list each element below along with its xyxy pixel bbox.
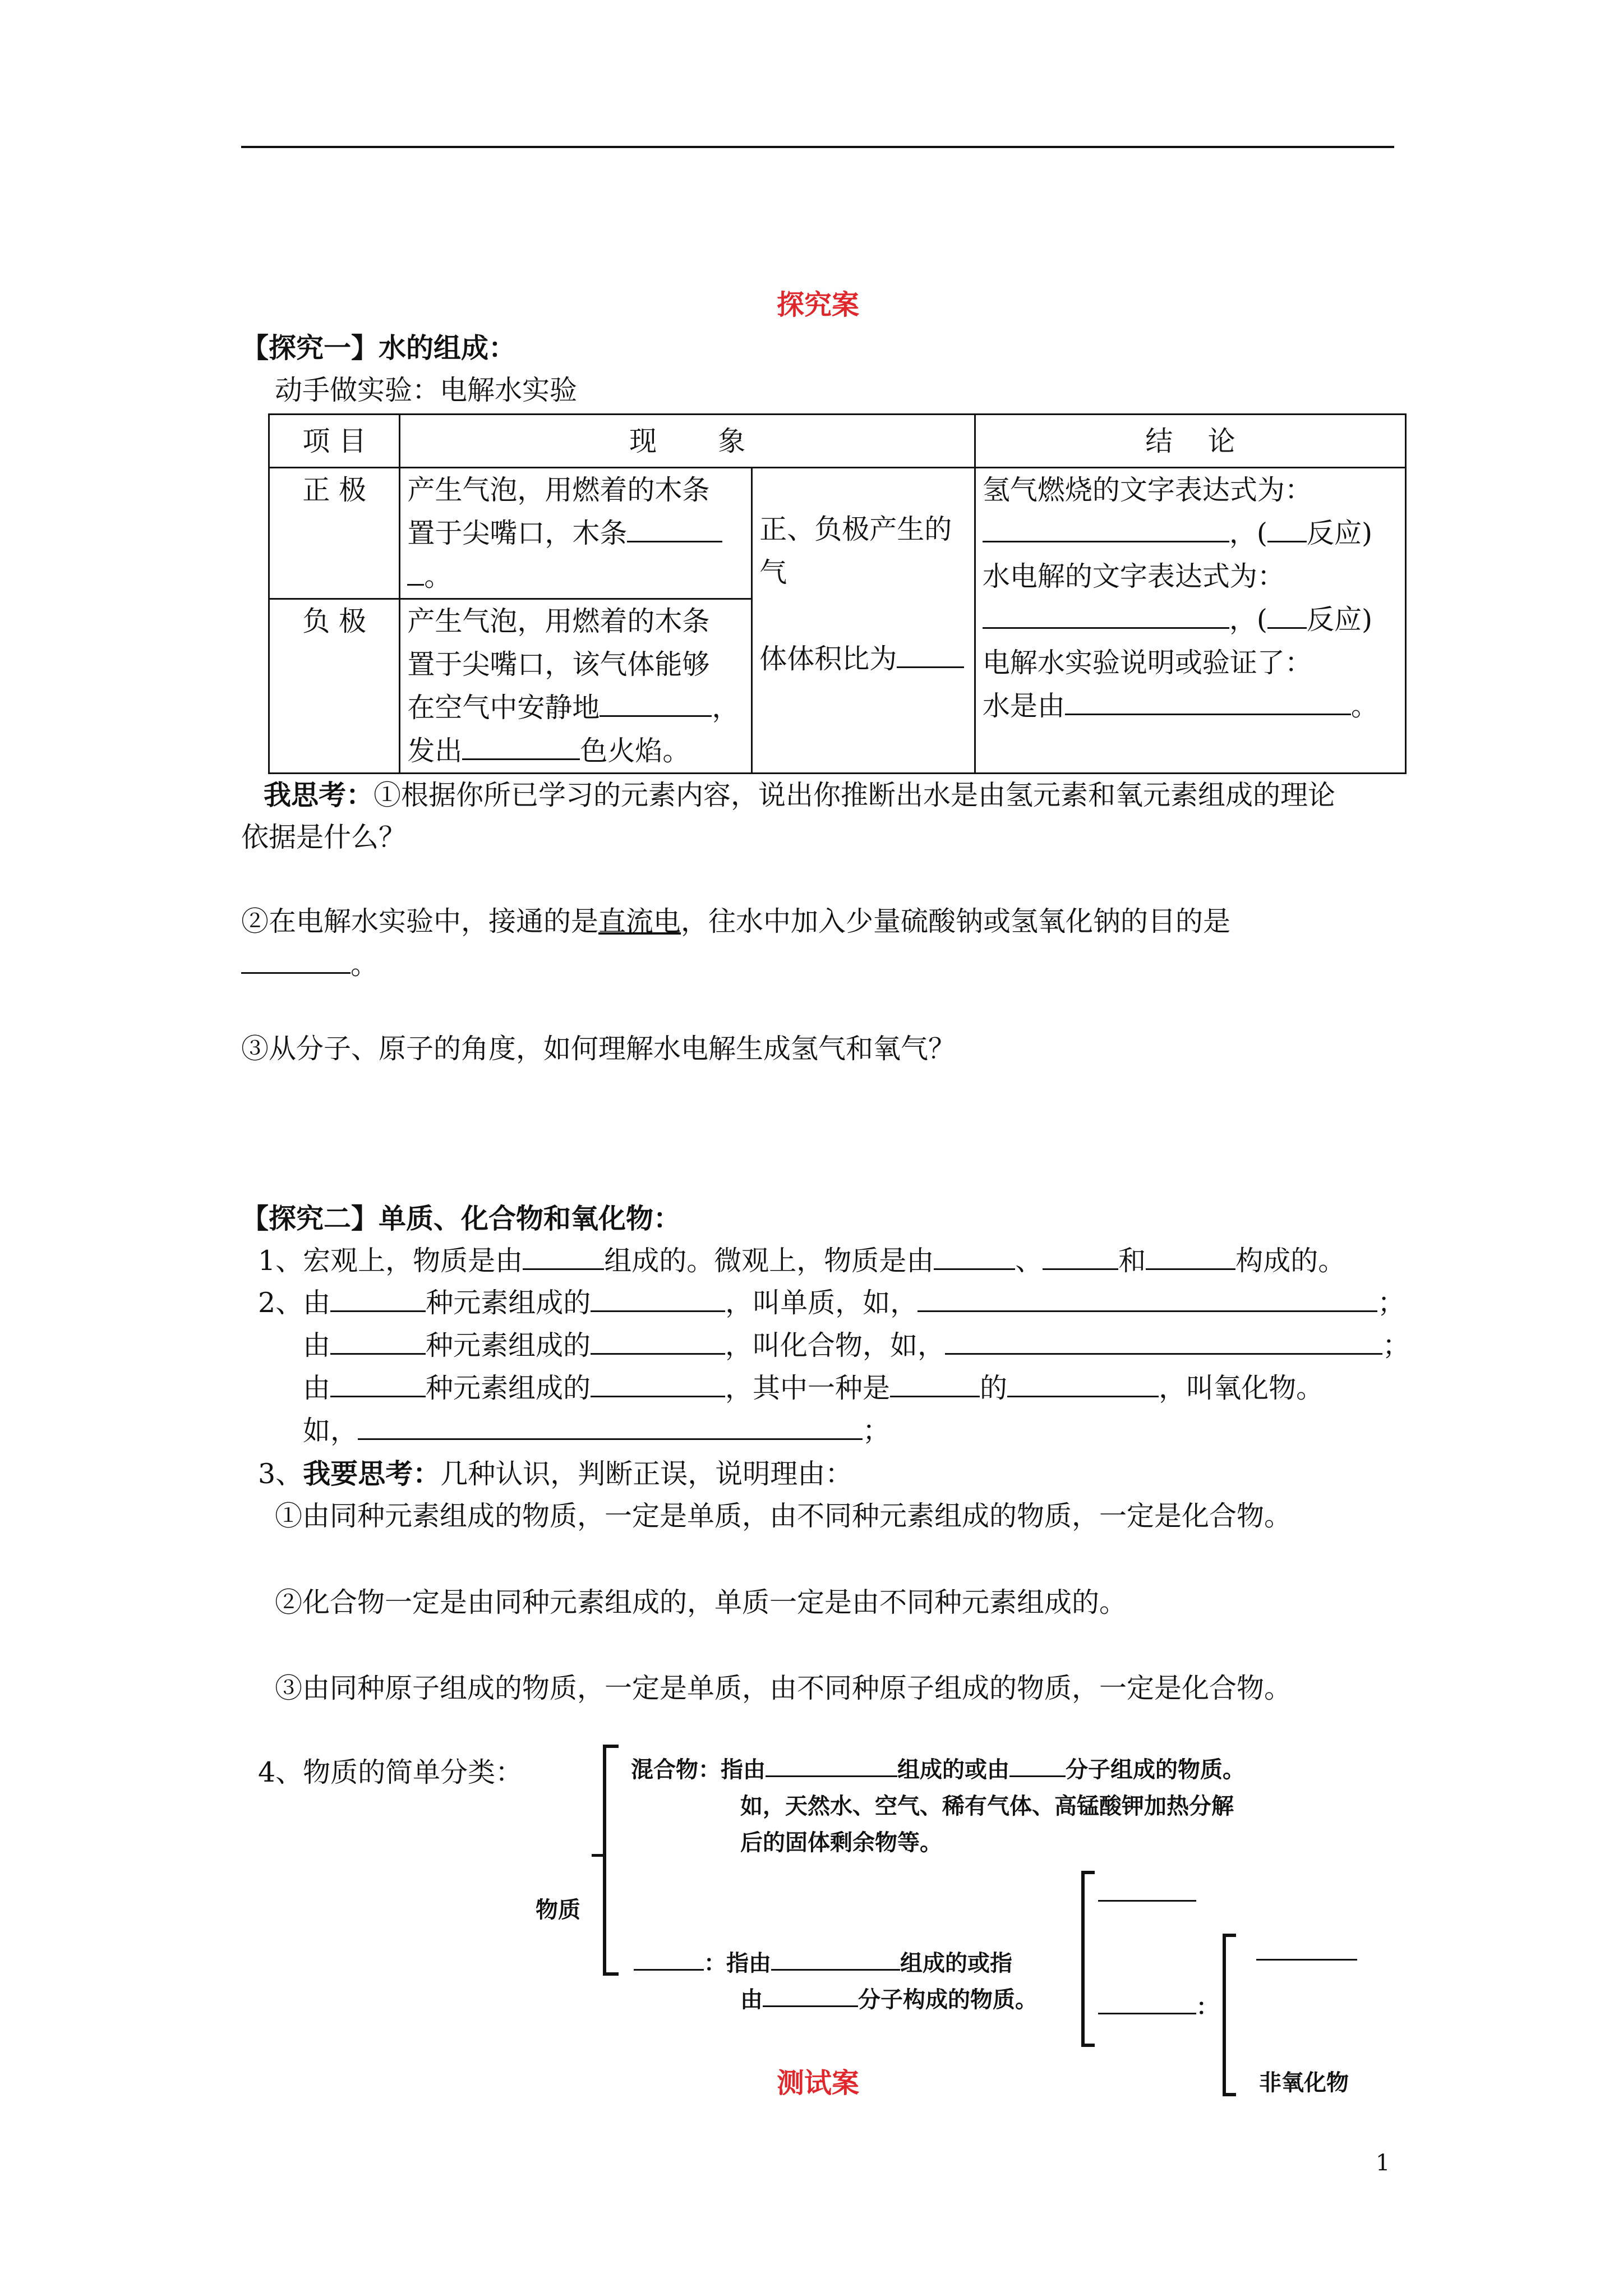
row-negative-label: 负 极 bbox=[269, 599, 400, 774]
s2-line5: 如， ； bbox=[303, 1415, 891, 1447]
row-positive-phenomenon: 产生气泡，用燃着的木条 置于尖嘴口，木条 。 bbox=[400, 468, 752, 599]
classification-label: 4、物质的简单分类： bbox=[258, 1756, 523, 1788]
test-title: 测试案 bbox=[777, 2067, 860, 2099]
page-title: 探究案 bbox=[777, 288, 860, 321]
judgement-2: ②化合物一定是由同种元素组成的，单质一定是由不同种元素组成的。 bbox=[275, 1586, 1127, 1618]
s2-think-heading: 3、我要思考：几种认识，判断正误，说明理由： bbox=[258, 1457, 853, 1490]
matter-brace-tick bbox=[592, 1854, 604, 1857]
compound-brace bbox=[1223, 1934, 1236, 2096]
electrolysis-table bbox=[268, 413, 1407, 774]
mixture-line1: 混合物：指由 组成的或由 分子组成的物质。 bbox=[631, 1753, 1245, 1787]
simple-substance-blank bbox=[1098, 1900, 1196, 1902]
oxide-blank bbox=[1256, 1959, 1357, 1961]
header-conclusion: 结 论 bbox=[975, 415, 1405, 468]
pure-line1: ：指由 组成的或指 bbox=[634, 1947, 1012, 1980]
matter-label: 物质 bbox=[536, 1897, 580, 1923]
think-q1-line1: 我思考：①根据你所已学习的元素内容，说出你推断出水是由氢元素和氧元素组成的理论 bbox=[264, 779, 1336, 811]
header-phenomenon: 现 象 bbox=[400, 415, 975, 468]
think-q2-line2: 。 bbox=[241, 948, 378, 982]
think-q2-line1: ②在电解水实验中，接通的是直流电，往水中加入少量硫酸钠或氢氧化钠的目的是 bbox=[241, 905, 1231, 937]
page-number: 1 bbox=[1376, 2150, 1390, 2176]
judgement-1: ①由同种元素组成的物质，一定是单质，由不同种元素组成的物质，一定是化合物。 bbox=[275, 1500, 1292, 1532]
s2-line2: 2、由 种元素组成的 ，叫单质，如， ； bbox=[258, 1287, 1405, 1319]
judgement-3: ③由同种原子组成的物质，一定是单质，由不同种原子组成的物质，一定是化合物。 bbox=[275, 1672, 1292, 1704]
section1-heading: 【探究一】水的组成： bbox=[241, 332, 517, 364]
volume-ratio-cell: 正、负极产生的 气 体体积比为 bbox=[752, 468, 975, 774]
s2-line3: 由 种元素组成的 ，叫化合物，如， ； bbox=[303, 1329, 1410, 1361]
pure-brace bbox=[1081, 1871, 1095, 2047]
compound-line: ： bbox=[1098, 1990, 1219, 2024]
header-item: 项 目 bbox=[269, 415, 400, 468]
dc-current-term: 直流电 bbox=[598, 905, 681, 937]
s2-line4: 由 种元素组成的 ，其中一种是 的 ，叫氧化物。 bbox=[303, 1372, 1324, 1404]
pure-line2: 由 分子构成的物质。 bbox=[740, 1983, 1038, 2017]
header-rule bbox=[241, 146, 1394, 148]
mixture-line2: 如，天然水、空气、稀有气体、高锰酸钾加热分解 bbox=[740, 1793, 1234, 1819]
section2-heading: 【探究二】单质、化合物和氧化物： bbox=[241, 1202, 681, 1235]
row-negative-phenomenon: 产生气泡，用燃着的木条 置于尖嘴口，该气体能够 在空气中安静地 ， 发出 色火焰。 bbox=[400, 599, 752, 774]
think-q1-line2: 依据是什么？ bbox=[241, 821, 407, 853]
matter-brace bbox=[603, 1745, 619, 1976]
experiment-label: 动手做实验：电解水实验 bbox=[275, 374, 578, 406]
conclusion-cell: 氢气燃烧的文字表达式为： ，( 反应) 水电解的文字表达式为： ，( 反应) 电解水实验说明或验证了： 水是由 。 bbox=[975, 468, 1405, 774]
non-oxide-label: 非氧化物 bbox=[1259, 2070, 1349, 2096]
think-q3: ③从分子、原子的角度，如何理解水电解生成氢气和氧气？ bbox=[241, 1033, 956, 1065]
s2-line1: 1、宏观上，物质是由 组成的。微观上，物质是由 、 和 构成的。 bbox=[258, 1245, 1346, 1277]
mixture-line3: 后的固体剩余物等。 bbox=[740, 1830, 942, 1856]
row-positive-label: 正 极 bbox=[269, 468, 400, 599]
